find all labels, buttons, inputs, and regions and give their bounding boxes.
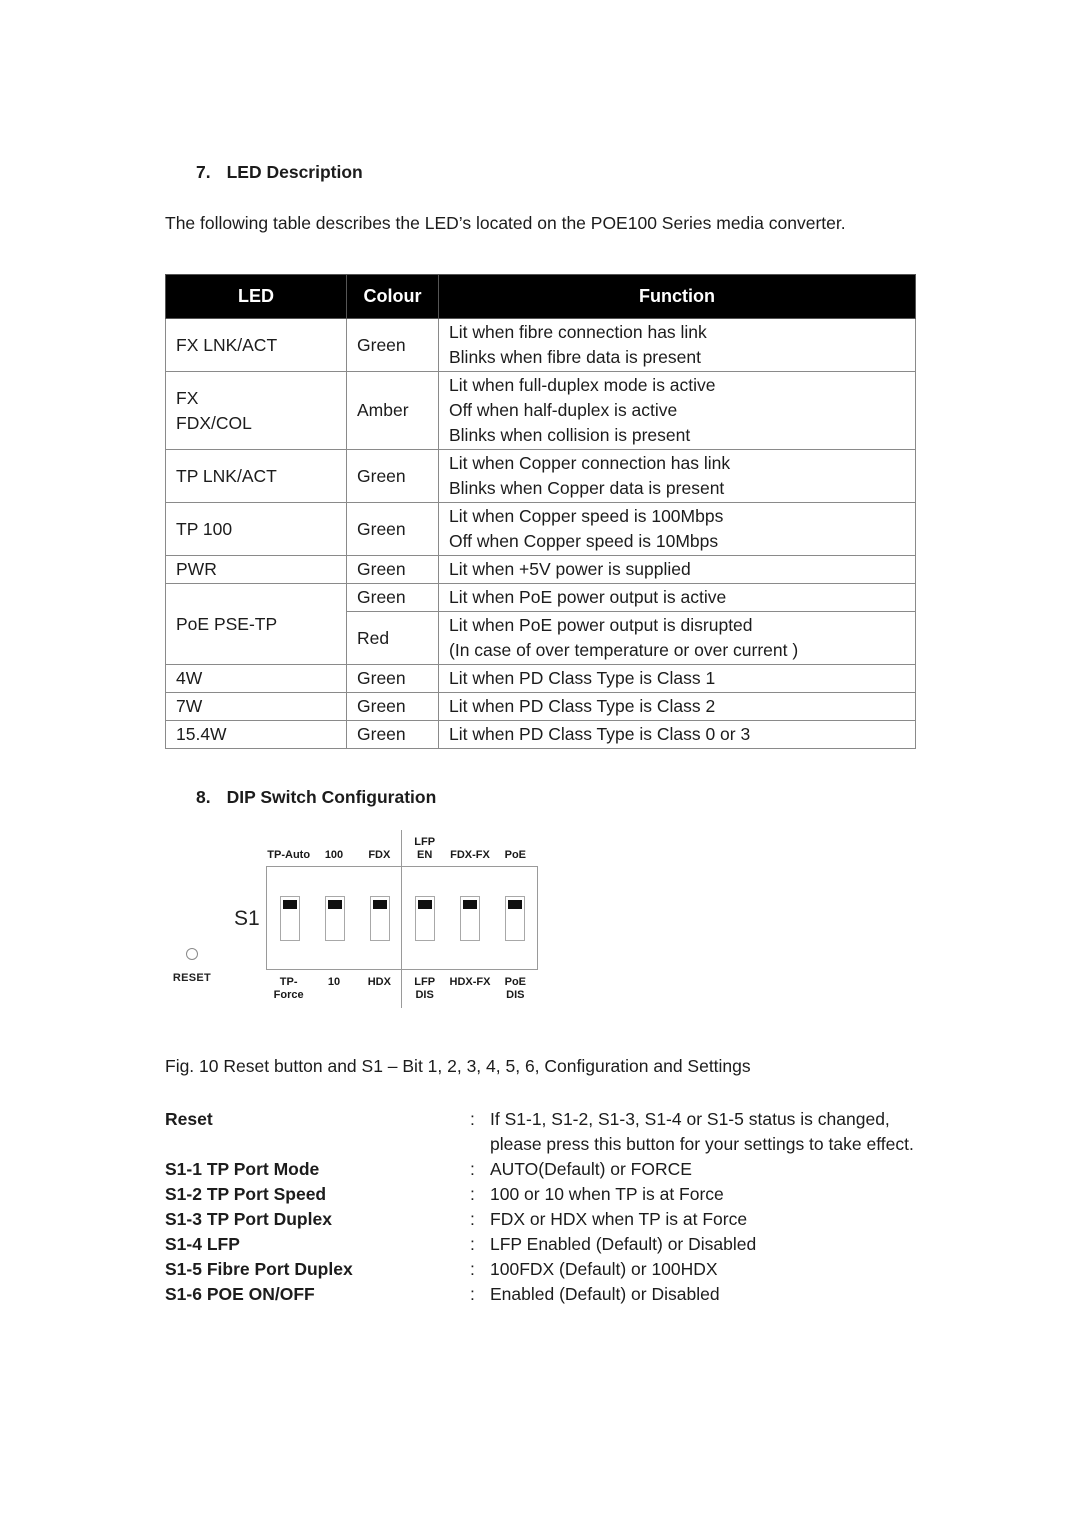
label-tp-force: TP-Force	[273, 976, 304, 1001]
top-labels	[266, 830, 538, 866]
setting-colon: :	[470, 1109, 475, 1129]
function-line: Blinks when Copper data is present	[449, 478, 725, 498]
function-line: Off when Copper speed is 10Mbps	[449, 531, 719, 551]
setting-label: S1-2 TP Port Speed	[165, 1184, 327, 1204]
label-100: 100	[324, 849, 344, 861]
dip-switch-2	[325, 896, 345, 941]
function-line: Lit when PD Class Type is Class 0 or 3	[449, 724, 751, 744]
switch-handle	[463, 900, 477, 909]
dip-switch-6	[505, 896, 525, 941]
table-row	[166, 721, 916, 749]
setting-value: If S1-1, S1-2, S1-3, S1-4 or S1-5 status is changed, please press this button for your settings to take effect.	[490, 1109, 914, 1154]
setting-value: LFP Enabled (Default) or Disabled	[490, 1234, 757, 1254]
setting-label: S1-4 LFP	[165, 1234, 240, 1254]
function-cell	[439, 693, 916, 721]
settings-list	[165, 1107, 915, 1307]
colour-cell: Red	[347, 612, 439, 665]
led-name: FX LNK/ACT	[176, 334, 278, 355]
switch-handle	[418, 900, 432, 909]
setting-value: AUTO(Default) or FORCE	[490, 1159, 692, 1179]
function-line: Lit when PoE power output is disrupted	[449, 615, 753, 635]
setting-value: FDX or HDX when TP is at Force	[490, 1209, 748, 1229]
function-line: Lit when full-duplex mode is active	[449, 375, 716, 395]
table-row	[166, 693, 916, 721]
section-number: 7.	[196, 162, 211, 182]
switch-handle	[508, 900, 522, 909]
led-name: FDX/COL	[176, 412, 252, 433]
label-fdx: FDX	[368, 849, 391, 861]
colour-cell: Green	[347, 503, 439, 556]
led-name: 4W	[176, 668, 203, 688]
panel-divider	[401, 830, 402, 1008]
label-hdx-fx: HDX-FX	[449, 976, 491, 988]
led-cell	[166, 556, 347, 584]
setting-value: 100FDX (Default) or 100HDX	[490, 1259, 718, 1279]
label-fdx-fx: FDX-FX	[450, 849, 490, 861]
header-colour: Colour	[347, 275, 439, 319]
header-function: Function	[439, 275, 916, 319]
function-cell	[439, 721, 916, 749]
setting-row-s1-5	[165, 1257, 915, 1282]
table-row	[166, 503, 916, 556]
setting-row-s1-1	[165, 1157, 915, 1182]
setting-row-s1-3	[165, 1207, 915, 1232]
led-cell	[166, 503, 347, 556]
function-line: Blinks when fibre data is present	[449, 347, 701, 367]
function-line: (In case of over temperature or over current )	[449, 640, 799, 660]
colour-cell: Green	[347, 693, 439, 721]
setting-colon: :	[470, 1159, 475, 1179]
label-10: 10	[327, 976, 341, 988]
function-line: Lit when +5V power is supplied	[449, 559, 691, 579]
function-cell	[439, 612, 916, 665]
switch-box	[266, 866, 538, 970]
table-row	[166, 450, 916, 503]
dip-switch-5	[460, 896, 480, 941]
function-line: Blinks when collision is present	[449, 425, 691, 445]
setting-row-reset	[165, 1107, 915, 1157]
function-cell	[439, 584, 916, 612]
colour-cell: Green	[347, 665, 439, 693]
led-name: TP LNK/ACT	[176, 465, 277, 486]
setting-colon: :	[470, 1209, 475, 1229]
setting-colon: :	[470, 1284, 475, 1304]
label-hdx: HDX	[367, 976, 391, 988]
setting-row-s1-6	[165, 1282, 915, 1307]
function-cell	[439, 503, 916, 556]
led-name: 15.4W	[176, 724, 227, 744]
setting-colon: :	[470, 1259, 475, 1279]
function-cell	[439, 372, 916, 450]
function-line: Lit when Copper connection has link	[449, 453, 731, 473]
setting-label: Reset	[165, 1109, 213, 1129]
led-cell	[166, 372, 347, 450]
dip-switch-panel	[266, 830, 538, 1008]
dip-switch-4	[415, 896, 435, 941]
led-cell	[166, 450, 347, 503]
section-title: DIP Switch Configuration	[226, 787, 437, 807]
setting-row-s1-4	[165, 1232, 915, 1257]
setting-label: S1-6 POE ON/OFF	[165, 1284, 315, 1304]
function-line: Lit when Copper speed is 100Mbps	[449, 506, 724, 526]
setting-label: S1-1 TP Port Mode	[165, 1159, 320, 1179]
label-poe-dis: PoE DIS	[504, 976, 527, 1001]
function-line: Off when half-duplex is active	[449, 400, 678, 420]
led-cell: PoE PSE-TP	[166, 584, 347, 665]
setting-row-s1-2	[165, 1182, 915, 1207]
switch-handle	[373, 900, 387, 909]
table-header-row	[166, 275, 916, 319]
reset-label: RESET	[172, 972, 212, 984]
setting-value: Enabled (Default) or Disabled	[490, 1284, 720, 1304]
led-name: 7W	[176, 696, 203, 716]
label-tp-auto: TP-Auto	[267, 849, 311, 861]
setting-colon: :	[470, 1184, 475, 1204]
switch-handle	[328, 900, 342, 909]
function-line: Lit when PD Class Type is Class 2	[449, 696, 716, 716]
colour-cell: Green	[347, 556, 439, 584]
dip-switch-figure	[170, 830, 590, 1008]
s1-label: S1	[234, 907, 260, 930]
colour-cell: Green	[347, 584, 439, 612]
function-line: Lit when PD Class Type is Class 1	[449, 668, 716, 688]
label-lfp-dis: LFP DIS	[414, 976, 436, 1001]
led-cell	[166, 665, 347, 693]
led-name: TP 100	[176, 518, 233, 539]
reset-button-group	[170, 948, 214, 991]
function-cell	[439, 556, 916, 584]
function-line: Lit when PoE power output is active	[449, 587, 727, 607]
colour-cell: Green	[347, 721, 439, 749]
led-table	[165, 274, 916, 749]
led-cell	[166, 693, 347, 721]
led-cell	[166, 721, 347, 749]
table-row	[166, 319, 916, 372]
function-line: Lit when fibre connection has link	[449, 322, 707, 342]
header-led: LED	[166, 275, 347, 319]
dip-switch-3	[370, 896, 390, 941]
switch-handle	[283, 900, 297, 909]
led-cell	[166, 319, 347, 372]
section-number: 8.	[196, 787, 211, 807]
setting-colon: :	[470, 1234, 475, 1254]
function-cell	[439, 665, 916, 693]
section-title: LED Description	[226, 162, 363, 182]
setting-value: 100 or 10 when TP is at Force	[490, 1184, 724, 1204]
function-cell	[439, 319, 916, 372]
function-cell	[439, 450, 916, 503]
colour-cell: Amber	[347, 372, 439, 450]
bottom-labels	[266, 970, 538, 1008]
setting-label: S1-5 Fibre Port Duplex	[165, 1259, 353, 1279]
table-row	[166, 372, 916, 450]
table-row	[166, 584, 916, 612]
setting-label: S1-3 TP Port Duplex	[165, 1209, 332, 1229]
label-poe: PoE	[504, 849, 527, 861]
table-row	[166, 556, 916, 584]
colour-cell: Green	[347, 450, 439, 503]
colour-cell: Green	[347, 319, 439, 372]
led-name: PWR	[176, 559, 217, 579]
dip-switch-1	[280, 896, 300, 941]
intro-paragraph: The following table describes the LED’s located on the POE100 Series media converter.	[165, 213, 846, 233]
reset-button-icon	[186, 948, 198, 960]
figure-caption: Fig. 10 Reset button and S1 – Bit 1, 2, 3, 4, 5, 6, Configuration and Settings	[165, 1056, 751, 1076]
led-name: FX	[176, 387, 199, 408]
table-row	[166, 665, 916, 693]
section-heading-led	[165, 160, 915, 185]
section-heading-dip	[165, 785, 915, 810]
label-lfp-en: LFP EN	[414, 836, 436, 861]
